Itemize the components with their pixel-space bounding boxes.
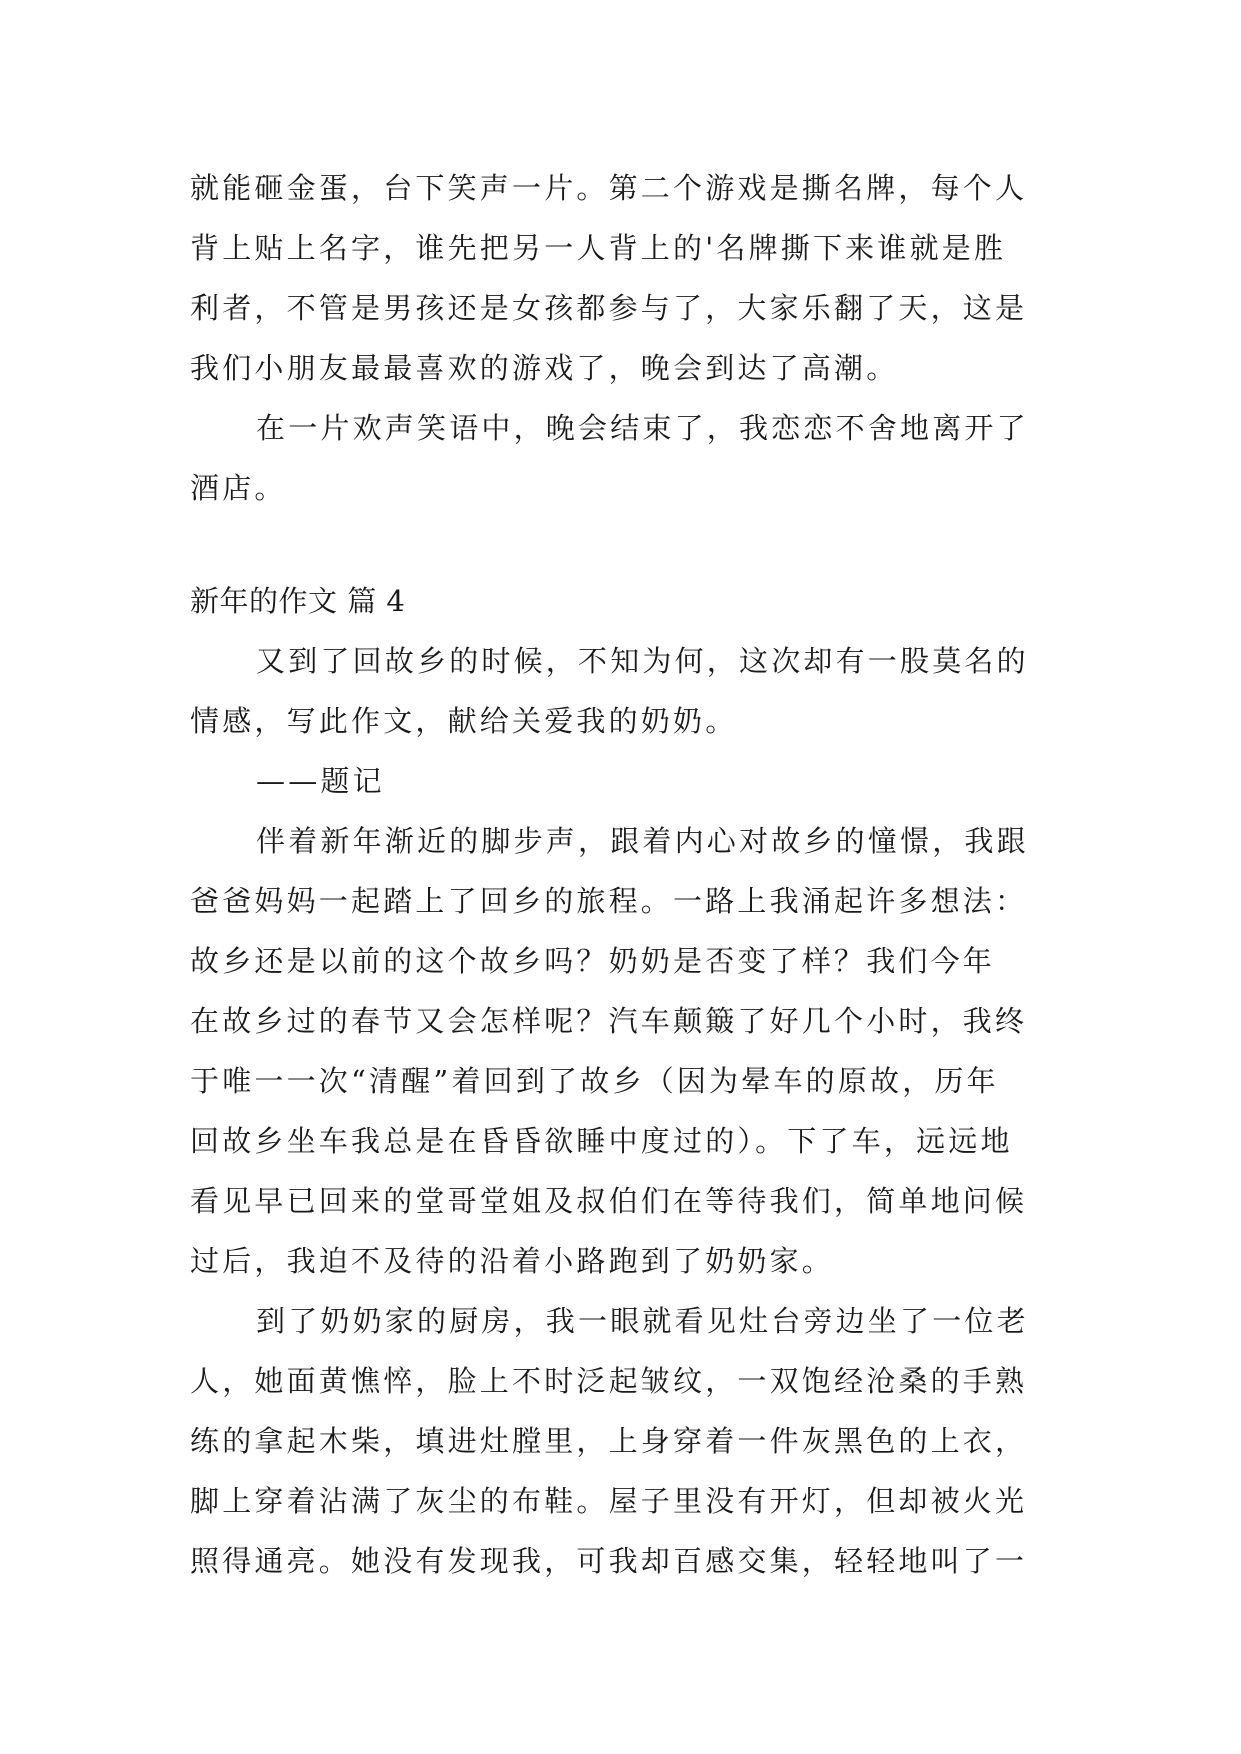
text-line: 于唯一一次“清醒”着回到了故乡（因为晕车的原故，历年 [190,1064,999,1098]
text-line: 爸爸妈妈一起踏上了回乡的旅程。一路上我涌起许多想法： [190,884,1028,918]
section-spacer [190,518,1050,571]
text-line: 在一片欢声笑语中，晚会结束了，我恋恋不舍地离开了 [256,411,1029,445]
text-line: 就能砸金蛋，台下笑声一片。第二个游戏是撕名牌，每个人 [190,171,1028,205]
paragraph-journey [190,811,1050,1291]
text-line: 酒店。 [190,471,287,505]
text-line: 我们小朋友最最喜欢的游戏了，晚会到达了高潮。 [190,351,899,385]
text-line: 过后，我迫不及待的沿着小路跑到了奶奶家。 [190,1244,835,1278]
text-line: 人，她面黄憔悴，脸上不时泛起皱纹，一双饱经沧桑的手熟 [190,1364,1028,1398]
text-line: 在故乡过的春节又会怎样呢？汽车颠簸了好几个小时，我终 [190,1004,1028,1038]
text-line: 脚上穿着沾满了灰尘的布鞋。屋子里没有开灯，但却被火光 [190,1484,1028,1518]
text-line: 又到了回故乡的时候，不知为何，这次却有一股莫名的 [256,644,1029,678]
text-line: 到了奶奶家的厨房，我一眼就看见灶台旁边坐了一位老 [256,1304,1029,1338]
text-line: 伴着新年渐近的脚步声，跟着内心对故乡的憧憬，我跟 [256,824,1029,858]
text-line: 背上贴上名字，谁先把另一人背上的'名牌撕下来谁就是胜 [190,231,1007,265]
text-line: 故乡还是以前的这个故乡吗？奶奶是否变了样？我们今年 [190,944,996,978]
text-line: 情感，写此作文，献给关爱我的奶奶。 [190,704,738,738]
section-title: 新年的作文 篇 4 [190,584,406,618]
epigraph: ——题记 [256,764,385,798]
document-body [190,158,1050,1591]
paragraph-kitchen [190,1291,1050,1591]
text-line: 回故乡坐车我总是在昏昏欲睡中度过的）。下了车，远远地 [190,1124,1013,1158]
text-line: 照得通亮。她没有发现我，可我却百感交集，轻轻地叫了一 [190,1544,1028,1578]
text-line: 看见早已回来的堂哥堂姐及叔伯们在等待我们，简单地问候 [190,1184,1028,1218]
closing-paragraph [190,398,1050,518]
intro-paragraph [190,631,1050,751]
text-line: 利者，不管是男孩还是女孩都参与了，大家乐翻了天，这是 [190,291,1028,325]
text-line: 练的拿起木柴，填进灶膛里，上身穿着一件灰黑色的上衣， [190,1424,1028,1458]
previous-section-tail [190,158,1050,398]
